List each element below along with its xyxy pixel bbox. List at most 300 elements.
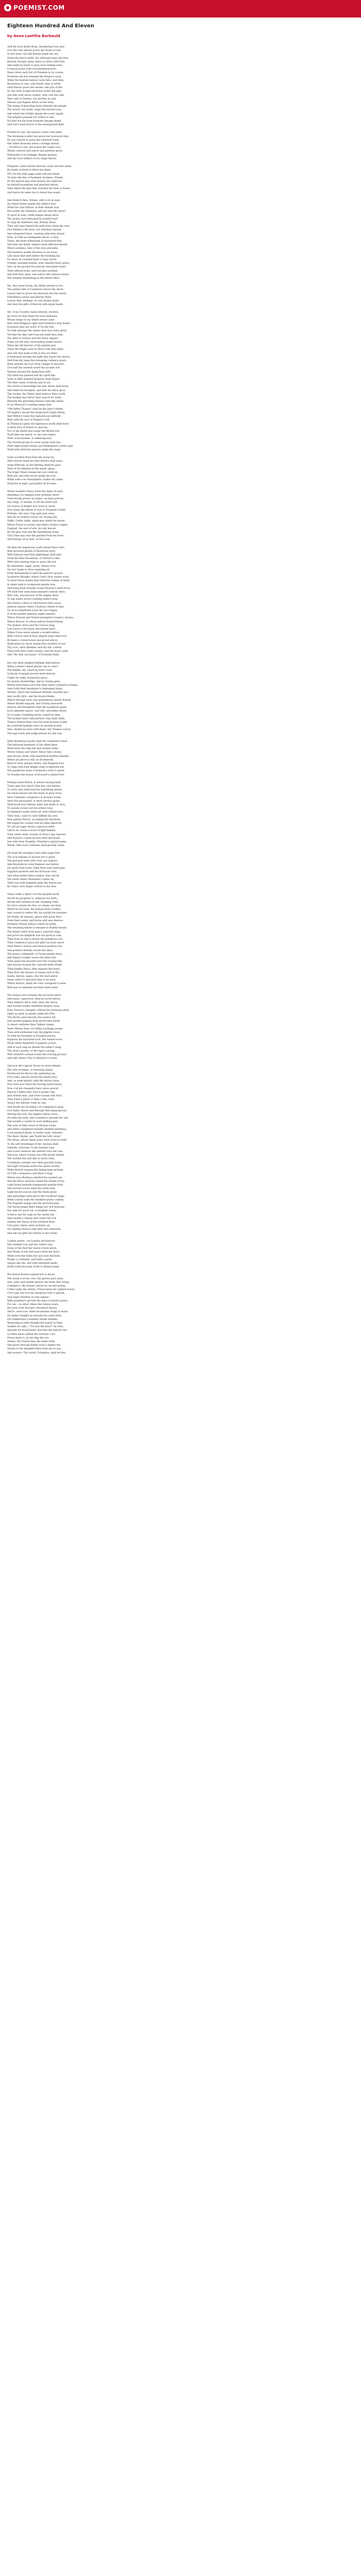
poem-line: On visions of delight now loves to dwell,	[7, 505, 56, 508]
poem-line: While wide o'er transatlantic realms thy name	[7, 479, 63, 482]
poem-title: Eighteen Hundred And Eleven	[7, 23, 94, 29]
poem-line: And lo, even now, midst mountains wrapt in storm,	[7, 1311, 69, 1314]
poem-line: With duteous zeal their pilgrimage shall take	[7, 554, 62, 556]
site-logo[interactable]	[4, 4, 65, 11]
poem-line: And seeks by turns to prop each sinking state.	[7, 64, 63, 67]
poem-body	[0, 39, 361, 1355]
poem-line: Or breathe the prayer at Howard's sainted feet.	[7, 773, 65, 776]
poem-line: Not like the dim cold Crescent shalt thou fade,	[7, 333, 64, 336]
poem-line: Thy storied groups in scenic pomp shall rise;	[7, 441, 61, 444]
poem-line: Glad Nature pours the means—the joys of life;	[7, 87, 63, 90]
poem-line: Man calls to Famine, nor invokes in vain,	[7, 97, 57, 100]
poem-line: And learns its name but to detest the sound.	[7, 191, 61, 194]
poem-line: And thence a knot of wild flowers bear away;	[7, 602, 62, 605]
poem-line: Seem rather to descend than to be born;	[7, 979, 56, 982]
poem-stanza	[7, 1240, 354, 1269]
poem-line: In vain with orange blossoms scents the gale,	[7, 90, 62, 93]
poem-line: The wattled hut and skin of azure stain,	[7, 1158, 55, 1161]
poem-line: To rank amongst the names that once were great,	[7, 330, 68, 333]
poem-line: Batavia's dykes than Arno's purple vale,	[7, 1091, 56, 1094]
poem-line: In England's name enforced, with loftiest tone,	[7, 811, 64, 814]
poem-line: Then from its bed is drawn the ponderous ore,	[7, 938, 63, 941]
poem-line: Thy debt to Science and the Muse unpaid;	[7, 337, 58, 340]
poem-line: Now o'er his changeful fancy more prevail	[7, 1087, 58, 1090]
poem-line: Like mists that melt before the morning ray:	[7, 255, 61, 258]
poem-line: Point where mute crowds on Davy's lips reposed,	[7, 833, 67, 836]
poem-line: With fond adoring steps to press the sod	[7, 561, 56, 564]
poem-line: And "the still, sad music" of Fountain Halls.	[7, 654, 60, 657]
poem-line: Bounteous in vain, with frantic man at strife,	[7, 83, 61, 86]
poem-line: There, the heart-witherings of unuttered fear,	[7, 240, 62, 243]
poem-line: Egyptian granites and the Etruscan vase;	[7, 871, 57, 874]
poem-line: Secret his progress is, unknown his birth;	[7, 897, 58, 900]
poem-line: That Time may tear the garland from her brow,	[7, 535, 64, 538]
poem-line: No force arrests his foot, no chains can bind;	[7, 905, 62, 908]
poem-line: And pointed obelisks invade the skies;	[7, 949, 54, 952]
poem-line: Thence stretch their view the wide horizon round,	[7, 721, 68, 724]
poem-line: The ponderous mass of Johnson's form to greet,	[7, 770, 65, 773]
poem-line: Shedding o'er imaged woes untimely tears?	[7, 494, 60, 497]
poem-line: Thine the full harvest of the mental year,	[7, 345, 57, 348]
poem-line: Yet, O my Country, name beloved, revered,	[7, 311, 59, 314]
poem-line: Left in its course a track of light behind;	[7, 829, 56, 833]
poem-line: Her fallen blossoms strew a foreign strand.	[7, 143, 60, 146]
poem-line: The blooming youths that grace her honoured side;	[7, 135, 69, 138]
poem-line: Those ages live which Time has cast behind,	[7, 785, 61, 788]
poem-line: Light-leaved acacias and the shady plane	[7, 1191, 57, 1194]
poem-stanza	[7, 852, 354, 889]
poem-line: By deeds of blood is lifted into fame;	[7, 169, 52, 172]
poem-line: And hang fresh wreaths round Newton's awful brow.	[7, 587, 71, 590]
poem-stanza	[7, 284, 354, 307]
poem-line: From Runnymede to send the patriot's prayer;	[7, 572, 63, 575]
poem-line: The hallowed mansions of the silent dead,	[7, 743, 58, 747]
poem-line: The tramp of marching hosts disturbs the plough,	[7, 105, 68, 108]
poem-line: Nor asks for purer air, or brighter noons:	[7, 1210, 57, 1213]
poem-line: Sent forth their mandates to dependent kings;	[7, 688, 63, 691]
poem-line: Where through each vein spontaneous plenty flowed,	[7, 699, 72, 702]
poem-line: And angel charities in vain oppose:	[7, 1296, 50, 1299]
poem-line: Where Power is seated, and where Science reigns;	[7, 523, 69, 527]
poem-line: No son returns to press her widowed hand,	[7, 139, 60, 142]
poem-stanza	[7, 740, 354, 777]
poem-line: O'er half the western world thy accents roll:	[7, 367, 61, 370]
poem-line: And arts that make it life to live are thine.	[7, 352, 58, 355]
poem-line: The helpless peasant but retires to die;	[7, 116, 55, 119]
poem-line: Whom cultured arts adorn and gentlest grace;	[7, 150, 63, 153]
poem-stanza	[7, 1064, 354, 1235]
poem-line: Defrauded of its homage, Beauty mourns,	[7, 154, 58, 157]
poem-line: Potosi hears it, as she digs the ore:	[7, 1336, 50, 1340]
poem-line: Frequent, some stream obscure, some uncouth name,	[7, 165, 72, 168]
poem-line: Ungirt by walls, irregularly great,	[7, 676, 48, 680]
poem-line: Thy rock, stern Skiddaw, and thy fall, Lodore;	[7, 647, 62, 650]
poem-stanza	[7, 1273, 354, 1354]
poem-line: And think thy thoughts, and with thy fancy glow;	[7, 389, 66, 392]
poem-line: Shall boast how Nelson, fame and death in view,	[7, 804, 65, 806]
poem-line: And tutored voices swell the artful note.	[7, 1188, 56, 1191]
poem-line: Night, Gothic night, again may shade the plains	[7, 520, 65, 523]
poem-line: To every spot shall lead his wondering guests	[7, 789, 62, 792]
poem-line: Friends, meeting friends, with cheerful hurry greet;	[7, 262, 70, 265]
poem-line: And hates, capricious, what he loved before;	[7, 997, 61, 1001]
poem-line: The tragic Muse resume her just controul,	[7, 471, 58, 474]
poem-line: Shall with alternate passion shake the stage.	[7, 448, 61, 451]
poem-line: And that sad death, whence most affection bleeds,	[7, 244, 68, 247]
poem-line: Prostrate she lies beneath the Despot's sway,	[7, 75, 62, 78]
poem-line: And Plenty at her feet pours forth her horn;	[7, 1251, 60, 1254]
poem-stanza	[7, 893, 354, 989]
poem-line: Oft shall they seek some peasant's homely shed,	[7, 591, 65, 594]
poem-line: And now the vagrant Power no more detains	[7, 1065, 61, 1068]
poem-line: And Death sits brooding o'er Campania's plain;	[7, 1106, 64, 1109]
poem-line: To ask where Avon's winding waters stray,	[7, 598, 58, 601]
poem-line: Mixt with Religion's light and Freedom's holy flame!	[7, 323, 71, 326]
poem-line: And spreading cedar grace the woodland reign;	[7, 1195, 65, 1198]
poem-line: The golden tide of Commerce leaves thy shore,	[7, 289, 64, 292]
poem-line: And asks where Troy or Babylon is found.	[7, 1057, 58, 1060]
poem-line: Gems of the East her mural crown adorn,	[7, 1247, 57, 1250]
poem-line: And now, where Caesar saw with proud disdain	[7, 1154, 64, 1157]
poem-line: By every tie that binds the soul endeared,	[7, 315, 58, 318]
poem-line: And whispered fears, creating what they dread;	[7, 232, 65, 235]
site-logo-text: POEMIST.COM	[13, 4, 65, 11]
poem-line: To sport in wars, while danger keeps aloof,	[7, 214, 59, 217]
poem-line: Colossal power with overwhelming force	[7, 68, 57, 71]
poem-line: Stern Marius then o'er fallen Carthage weeps;	[7, 1027, 63, 1030]
poem-line: The Arab's javelin, or the tiger's spring;	[7, 1049, 55, 1053]
poem-line: And, choked no more with fleets, fair Thames survey	[7, 728, 71, 732]
poem-line: Where once Bonduca whirled the scythed car,	[7, 1176, 63, 1179]
poem-line: Mixt with the roar of Niagara's fall;	[7, 419, 50, 422]
poem-line: The thirsty sand absorbs the useless rill,	[7, 1016, 56, 1019]
poem-line: With pen of adamant inscribes their name.	[7, 986, 59, 989]
poem-line: Corinthian columns rear their graceful forms,	[7, 1161, 62, 1164]
poem-line: O'er Baltic shores and through Hercynian groves,	[7, 1109, 68, 1112]
poem-line: Pensive and thoughtful shall the wanderers greet	[7, 706, 67, 709]
poem-line: From the Blue Mountains, or Ontario's lake,	[7, 557, 61, 561]
poem-line: And wealth is wafted in each shifting gale.	[7, 1121, 59, 1124]
poem-line: Sad, on the ground thy princely merchants bend	[7, 266, 66, 269]
poem-line: The steaming marsh is changed to fruitful meads;	[7, 927, 68, 930]
poem-stanza	[7, 199, 354, 280]
poem-line: In pensive thought, where Cam's slow waters wind,	[7, 576, 70, 579]
poem-line: Submits, reluctant, to the harsher tone,	[7, 1146, 55, 1149]
poem-line: For see,—to other climes the Genius soars,	[7, 1303, 59, 1306]
poem-line: Nor of the Bards that swept the British lyre	[7, 430, 60, 433]
poem-line: Some Ethwald, as the fleeting shadows pass,	[7, 464, 61, 467]
poem-line: Join with their Franklin, Priestley's injured name,	[7, 841, 67, 844]
poem-line: To seek his footsteps in forsaken groves,	[7, 1035, 56, 1038]
poem-line: And Milton's tones the raptured ear enthrall,	[7, 415, 61, 418]
poem-line: Shall fade one laurel, or one note expire.	[7, 434, 57, 437]
poem-line: And Odin's daughters breathe distilled perfumes;	[7, 1128, 67, 1131]
poem-line: Leaves thee to prove the alternate ills that haunt	[7, 292, 67, 295]
poem-line: Thy grassy turf unbruised by hostile hoof?	[7, 217, 58, 221]
poem-line: By Time's slow finger written in the dust.	[7, 886, 57, 889]
poem-line: Shall live in light, and gather all its fame.	[7, 482, 57, 485]
poem-line: The prince commands, in Tyrian purple drest,	[7, 953, 63, 956]
poem-line: Whose image to my infant senses came	[7, 318, 55, 321]
poem-line: Or the spread map with anxious eye explores,	[7, 180, 62, 183]
poem-line: On yielding Nature urge their new demands,	[7, 1228, 61, 1231]
poem-line: Here Fox persuaded, or here Garrick spoke;	[7, 800, 60, 803]
poem-line: Measuring in lofty thought the march of Time;	[7, 1322, 63, 1325]
poem-line: Perhaps some Briton, in whose musing mind	[7, 781, 61, 784]
poem-line: And stricter bounds the cultured fields divide.	[7, 964, 63, 967]
poem-stanza	[7, 490, 354, 542]
poem-line: And when midst fallen London, they survey	[7, 874, 60, 877]
poem-stanza	[7, 131, 354, 161]
poem-line: Or by Missouri's rushing waters laid,	[7, 404, 52, 407]
poem-line: Whom, then each continent shall proudly claim.	[7, 844, 65, 848]
poem-line: The sons of Odin tread on Persian looms,	[7, 1124, 57, 1127]
poem-line: She longs, or dreads, to lift the awful veil,	[7, 501, 58, 504]
poem-line: O'er polar climes shed aromatic air,	[7, 1225, 51, 1228]
poem-line: But who their mingled feelings shall pursue	[7, 662, 60, 665]
poem-line: On Chimborazo's summits treads sublime,	[7, 1318, 58, 1321]
poem-line: Or call up sages whose capacious mind	[7, 826, 55, 829]
poem-line: And, as some playful child the mirror turns,	[7, 1080, 60, 1083]
poem-line: Thine are the laws surrounding states revere,	[7, 341, 62, 344]
poem-line: While even the exiles her just laws disclaim,	[7, 1255, 61, 1258]
poem-line: Still from thy lamp the streaming radiance pours.	[7, 360, 67, 363]
poem-line: Its dotted boundaries and penciled shores,	[7, 184, 59, 187]
poem-line: A fairer face of Nature to discern;	[7, 426, 48, 429]
poem-line: Commerce, like beauty, knows no second spring.	[7, 1284, 66, 1287]
poem-line: With stricter hand his fond desires shall sway;	[7, 460, 63, 463]
poem-line: Disease and Rapine follow in her train;	[7, 101, 54, 105]
poem-line: And where the Soldier gleans the scant supply,	[7, 112, 64, 115]
poem-stanza	[7, 994, 354, 1061]
poem-line: Beneath the spreading Platan's tent-like shade,	[7, 400, 64, 403]
poem-line: Then spans the graceful arch the roaring tide,	[7, 960, 63, 963]
poem-line: Sudden he calls:—"Tis now the hour!" he cries,	[7, 1326, 64, 1329]
poem-line: The vale of tempe, or Ausonian plains;	[7, 1069, 54, 1072]
poem-line: On spoils from every clime their eyes shall gaze,	[7, 867, 66, 870]
poem-line: Then, loved Joanna, to admiring eyes	[7, 437, 52, 440]
poem-line: Perhaps, she says, long ages past away,	[7, 512, 55, 515]
poem-author-link[interactable]: by Anna Laetitia Barbauld	[7, 34, 60, 38]
poem-line: No laws his hut from licensed outrage shield,	[7, 120, 62, 123]
poemist-logo-icon	[4, 4, 11, 11]
poem-stanza	[7, 165, 354, 195]
poem-line: Subdue the rigour of the northern Bear,	[7, 1221, 56, 1224]
poem-stanza	[7, 45, 354, 127]
poem-line: Spreads his broad hand, and bids the nations rise.	[7, 1329, 68, 1332]
poem-line: Where'er he turns, the human brute awakes,	[7, 908, 61, 911]
poem-line: So sing thy flatterers; but, Britain, know,	[7, 221, 57, 224]
poem-line: Stirring the soul, the mighty Genius roves.	[7, 1113, 59, 1116]
poem-line: August she sits, and with extended hands	[7, 1262, 57, 1265]
poem-line: Art plies his tools, and Commerce spreads her sail,	[7, 1117, 69, 1120]
poem-line: And light verandas brave the wintry storms,	[7, 1165, 60, 1168]
poem-line: And pours through feeble souls a higher life,	[7, 1344, 61, 1347]
poem-line: If westward streams the light that leaves thy shores,	[7, 355, 71, 359]
poem-line: But hoped his country had his fame absolved.	[7, 822, 62, 825]
poem-line: Here Chatham's eloquence in thunder broke,	[7, 796, 62, 799]
poem-line: Thy stores of knowledge the new states shall know,	[7, 385, 69, 388]
poem-line: The Syrian grape there hangs her rich festoons,	[7, 1206, 65, 1209]
poem-line: The Muse, whose liquid notes were wont to swell	[7, 1139, 67, 1142]
poem-line: Asks where the spot that wrecked her bliss is found,	[7, 188, 71, 191]
poem-line: Northward he throws the animating ray,	[7, 1072, 56, 1075]
poem-line: Venice the Adriatic weds in vain,	[7, 1102, 47, 1105]
poem-line: The Genius now forsakes the favoured shore,	[7, 994, 62, 997]
poem-line: While crystal walls the tenderer plants confine,	[7, 1198, 64, 1201]
site-header	[0, 0, 361, 18]
poem-line: Shall listen for those strains that soothed of yore	[7, 642, 66, 646]
poem-line: Now here now there the moving lustre burns;	[7, 1083, 62, 1087]
poem-line: Leaves thee, perhaps, to visit distant lands,	[7, 300, 60, 302]
poem-line: While the hushed nations curse him—and obey.	[7, 79, 64, 82]
poem-line: Obedient Nature follows where he leads;	[7, 923, 57, 926]
poem-line: Thou who hast shared the guilt must share the woe.	[7, 225, 70, 228]
poem-line: Than Enna's plains or Baia's viny coast;	[7, 1098, 55, 1101]
poem-line: Then Commerce pours her gifts on every shore,	[7, 942, 65, 945]
poem-line: Where Roscoe, to whose patriot breast belong	[7, 620, 63, 623]
poem-line: He thinks, he reasons, glows with purer fires,	[7, 916, 62, 919]
poem-line: Streets, where the turbaned Moslem, bearded Jew,	[7, 691, 69, 694]
poem-line: Bears down each fort of Freedom in its course;	[7, 72, 64, 75]
poem-line: In silent halls to sculptured marble bow,	[7, 583, 56, 586]
poem-line: And set in western waves our closing day,	[7, 516, 58, 519]
poem-line: The sword, not sickle, reaps the harvest now,	[7, 109, 62, 112]
poem-line: Feeds the fierce strife, the alternate hope and fear;	[7, 57, 69, 60]
poem-line: The Roman virtue and the Tuscan song,	[7, 624, 55, 627]
poem-line: And spotted plagues from putrid fens distill.	[7, 1020, 61, 1023]
poem-line: Ophir no gold, no plenty yields the Nile;	[7, 1012, 56, 1015]
poem-line: And prove his kingdom was not given in vain.	[7, 934, 62, 937]
poem-line: And the rose withers on its virgin thorns.	[7, 157, 57, 160]
poem-line: By the grey ruin and the mouldering stone;	[7, 531, 59, 534]
poem-line: Their high-souled strains and Shakespear's noble rage	[7, 445, 73, 448]
poem-line: Still the loud death drum, thundering from afar,	[7, 46, 65, 48]
poem-line: In desert solitudes then Tadmor sleeps,	[7, 1024, 55, 1027]
poem-line: And Nature's coyest secrets were disclosed;	[7, 837, 60, 840]
poem-line: How gallant Moore, as ebbing life dissolved,	[7, 818, 61, 821]
poem-line: Then with enthusiast love the pilgrim roves	[7, 1031, 60, 1034]
poem-line: Thy Lockes, thy Paleys shall instruct their youth,	[7, 393, 66, 396]
poem-header	[0, 18, 361, 39]
poem-line: Enfeebling Luxury and ghastly Want;	[7, 296, 52, 299]
poem-line: And, roused to better life, his sordid hut forsakes:	[7, 912, 68, 915]
poem-line: No more on crowded mart or busy street	[7, 258, 57, 261]
poem-line: And deal the gifts of Heaven with equal hands.	[7, 303, 64, 307]
poem-line: Saints, heroes, sages, who the land adorn,	[7, 975, 58, 978]
poem-line: Thine the bright stars in Glory's sky that shine,	[7, 348, 64, 351]
poem-line: Fruitful in vain, the matron counts with pride	[7, 131, 62, 134]
poem-line: To learn the fate of husband, brothers, friends,	[7, 176, 64, 179]
poem-line: In floods of people poured itself abroad;	[7, 673, 56, 676]
poem-line: New mould a climate and create the soil,	[7, 1217, 57, 1220]
poem-line: Of Hagley's woods the enamoured virgin dream,	[7, 411, 65, 414]
poem-line: Where Wealth enjoyed, and Charity bestowed.	[7, 702, 63, 705]
poem-line: Which sickness, only of the soul, precedes.	[7, 247, 59, 250]
poem-line: Explores the fractured arch, the ruined tower,	[7, 1039, 63, 1042]
poem-line: Oft shall the strangers turn their eager feet	[7, 852, 60, 855]
poem-line: And ask not gifts but tribute at her hands.	[7, 1232, 58, 1235]
poem-line: The hills with olives clothes, with corn the vale;	[7, 94, 65, 97]
poem-line: To clasp with fond delight some sculptured urn,	[7, 766, 65, 769]
poem-line: Feast with Dove Dale's mazes, and the hoary walls	[7, 650, 68, 653]
poem-line: Each splendid square, and still, untrodden street;	[7, 710, 67, 713]
poem-line: The fragrant orange and the nectared pine;	[7, 1202, 60, 1205]
poem-line: Nor distant is the hour; low murmurs spread,	[7, 229, 62, 232]
poem-line: On Isis' banks to draw inspiring air,	[7, 568, 51, 571]
poem-line: The beasts retire from man's asserted reign,	[7, 930, 61, 934]
poem-line: With curious search their pilgrim steps shall rove	[7, 635, 67, 638]
poem-line: Through reeds and sedge pursue his idle way.	[7, 732, 62, 735]
poem-line: To meet those shades that ruled the realms of mind;	[7, 580, 70, 583]
poem-line: O'er the vext nations pours the storm of war:	[7, 49, 62, 53]
poem-line: London exults:—on London Art bestows	[7, 1240, 55, 1243]
poem-line: The rich remains of ancient art to greet,	[7, 856, 56, 859]
poem-line: Thy hand has planted and thy spirit fills:	[7, 374, 56, 377]
poem-stanza	[7, 781, 354, 848]
poem-line: Loud minstrel bards, in Gothic halls, rehearse	[7, 1132, 63, 1135]
poem-line: In Thomson's glass the ingenuous youth shall learn	[7, 422, 69, 426]
poem-line: Bravely, though vainly, dares to strive with Fate,	[7, 60, 65, 63]
poem-line: Their altered looks, and evil days portend,	[7, 269, 58, 273]
poem-line: Yes, thou must droop; thy Midas dream is o'er;	[7, 285, 63, 288]
poem-line: To the stern call still Britain bends her ear,	[7, 53, 59, 56]
poem-line: Yet then the ingenuous youth whom Fancy fires	[7, 546, 64, 549]
poem-line: And fold their arms, and watch with anxious breast	[7, 273, 69, 276]
poem-line: By many a ruined tower and proud alcove,	[7, 639, 59, 642]
poem-line: And Europe sit in dust, as Asia now.	[7, 538, 51, 541]
poem-line: Their duty,—and too well fulfilled his own:	[7, 815, 58, 818]
poem-line: With pictured glories of illustrious sires,	[7, 550, 56, 553]
poem-line: Ruin, as with an earthquake shock, is here,	[7, 236, 59, 239]
poem-line: Even Nature's changed; without his fostering smile	[7, 1009, 69, 1012]
poem-line: If of the modest mansion aught remains	[7, 613, 56, 616]
poem-line: And Egypt's virgins weave the linen vest.	[7, 956, 57, 959]
poem-line: By statesmen, sages, poets, heroes trod;	[7, 565, 56, 568]
poem-line: England, the seat of arts, be only known	[7, 527, 56, 530]
poem-line: Fond moody power! as hopes—as fears prevail,	[7, 498, 64, 501]
poem-line: The broken stairs with perilous step shall climb,	[7, 717, 65, 720]
poem-line: Wide spreads thy race from Ganges to the pole,	[7, 363, 65, 366]
poem-line: And swears—Thy world, Columbus, shall be free.	[7, 1351, 67, 1354]
poem-line: O'er Celtic nations bursts the mental day:	[7, 1076, 58, 1079]
poem-line: O'er want and woe thy gorgeous robe is spread,	[7, 1292, 65, 1295]
poem-line: An island Queen amidst thy subject seas,	[7, 202, 57, 206]
poem-line: But soothe thy slumbers, and but kiss thy shore?	[7, 210, 66, 213]
poem-line: On Andes' heights he shrouds his awful form;	[7, 1314, 62, 1317]
poem-line: And the fierce matrons raised the shriek of war,	[7, 1180, 65, 1183]
poem-line: When London's faded glories rise to view?	[7, 665, 58, 668]
poem-line: Where all above is still, as all beneath;	[7, 758, 54, 761]
poem-line: Then blow the flowers of Genius and of Art;	[7, 971, 60, 974]
poem-line: Soon as their gradual progress shall impart	[7, 378, 60, 381]
poem-line: Still at each step he dreads the adder's sting,	[7, 1046, 62, 1049]
poem-line: The finer sense of morals and of art,	[7, 382, 51, 385]
poem-line: No jealous drawbridge, and no closing gate;	[7, 680, 61, 683]
poem-line: With pity and with terror purge the soul,	[7, 475, 57, 478]
poem-line: Led Ceres to the black and barren moor	[7, 628, 56, 631]
poem-line: While British tongues the fading fame prolong	[7, 1169, 63, 1172]
poem-line: Then empires fall to dust, then arts decay,	[7, 1002, 58, 1005]
poem-line: Whose merchants (such the state which commerce brings)	[7, 684, 78, 687]
poem-line: Holds forth the book of life to distant lands.	[7, 1266, 60, 1269]
poem-line: Shall own with humbled pride the lesson just	[7, 882, 62, 885]
poem-line: To the soft breathings of the' Aeolian shell,	[7, 1143, 59, 1146]
poem-line: Of Tully's eloquence and Maro's song.	[7, 1173, 53, 1176]
poem-line: Whilst History, midst the rolls consigned to fame,	[7, 982, 67, 986]
poem-line: Where Heaven and Nature prompted Cowper's strains;	[7, 617, 74, 620]
poem-line: To wonted victory led his ardent crew,	[7, 807, 54, 810]
